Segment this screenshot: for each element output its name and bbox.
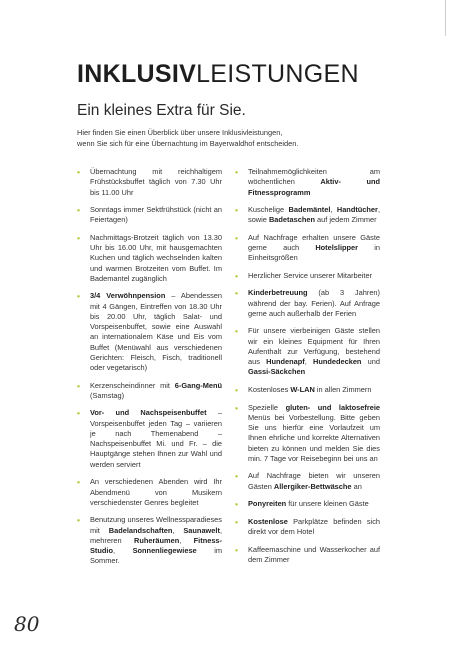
intro-line: wenn Sie sich für eine Übernachtung im Bayerwaldhof entscheiden.: [77, 139, 299, 148]
bullet-icon: •: [235, 167, 238, 177]
highlighted-text: W-LAN: [290, 385, 315, 395]
item-text: , mehreren: [90, 525, 222, 545]
bullet-icon: •: [77, 167, 80, 177]
item-text: – Abendessen mit 4 Gängen, Eintreffen von 18.30 Uhr bis 20.00 Uhr, täglich Salat- und Vorspeisenbuffet, sowie eine Auswahl an internationalem Käse und Eis vom Buffet (Menüwahl aus verschiedenen Gerichten: Fleisch, Fisch, traditionell oder vegetarisch): [90, 291, 222, 373]
highlighted-text: Handtücher: [336, 205, 378, 215]
list-item: [77, 233, 222, 284]
highlighted-text: Gassi-Säckchen: [248, 367, 306, 377]
highlighted-text: gluten- und laktosefreie: [285, 402, 380, 412]
bullet-icon: •: [235, 402, 238, 413]
list-item: [235, 385, 380, 395]
highlighted-text: Hundedecken: [312, 357, 362, 367]
item-text: Teilnahmemöglichkeiten am wöchentlichen: [248, 167, 380, 187]
highlighted-text: Kostenlose: [248, 516, 288, 526]
services-list-right: [235, 167, 380, 572]
list-item: [77, 291, 222, 373]
item-text: für unsere kleinen Gäste: [286, 499, 369, 509]
bullet-icon: •: [77, 380, 80, 391]
list-item: [77, 408, 222, 470]
page-number: 80: [14, 612, 40, 636]
item-text: Für unsere vierbeinigen Gäste stellen wir ein kleines Equipment für Ihren Aufenthalt zur Verfügung, bestehend aus: [248, 326, 380, 367]
intro-text: [77, 127, 397, 149]
bullet-icon: •: [235, 232, 238, 243]
bullet-icon: •: [235, 385, 238, 396]
item-text: – Vorspeisenbuffet jeden Tag – variieren je nach Themenabend – Nachspeisenbuffet Mi. und Fr. – die Hauptgänge stehen Ihnen zur Wahl und werden serviert: [90, 408, 222, 469]
highlighted-text: Hundenapf: [266, 357, 305, 367]
page-title-bold: INKLUSIV: [77, 60, 197, 88]
item-text: Auf Nachfrage erhalten unsere Gäste gerne auch: [248, 232, 380, 253]
item-text: in Einheitsgrößen: [248, 243, 380, 263]
list-item: [235, 403, 380, 465]
item-text: Benutzung unseres Wellnessparadieses mit: [90, 515, 222, 535]
item-text: , sowie: [248, 205, 380, 225]
highlighted-text: 6-Gang-Menü: [174, 380, 222, 390]
item-text: ,: [172, 525, 184, 535]
bullet-icon: •: [235, 326, 238, 337]
highlighted-text: Fitness-Studio: [90, 535, 223, 556]
item-text: Herzlicher Service unserer Mitarbeiter: [248, 270, 373, 280]
list-item: [77, 167, 222, 198]
bullet-icon: •: [235, 270, 238, 281]
highlighted-text: Saunawelt: [183, 525, 220, 535]
bullet-icon: •: [235, 544, 238, 555]
margin-line: [445, 0, 446, 36]
list-item: [77, 205, 222, 226]
item-text: und: [361, 357, 380, 367]
item-text: Kostenloses: [248, 385, 291, 395]
item-text: Sonntags immer Sektfrühstück (nicht an Feiertagen): [90, 205, 222, 225]
item-text: an: [351, 481, 362, 491]
item-text: im Sommer.: [90, 546, 223, 566]
item-text: (Samstag): [90, 390, 125, 400]
list-item: [235, 545, 380, 566]
page-subtitle: Ein kleines Extra für Sie.: [77, 102, 246, 119]
highlighted-text: Badelandschaften: [108, 525, 173, 535]
page-title-light: LEISTUNGEN: [196, 60, 359, 88]
item-text: Kaffeemaschine und Wasserkocher auf dem Zimmer: [248, 544, 380, 564]
list-item: [235, 471, 380, 492]
highlighted-text: Vor- und Nachspeisenbuffet: [90, 408, 207, 418]
list-item: [77, 477, 222, 508]
item-text: ,: [304, 357, 313, 367]
list-item: [77, 381, 222, 402]
item-text: auf jedem Zimmer: [314, 215, 377, 225]
intro-line: Hier finden Sie einen Überblick über unsere Inklusivleistungen,: [77, 128, 283, 137]
item-text: Auf Nachfrage bieten wir unseren Gästen: [248, 471, 380, 491]
item-text: Kerzenscheindinner mit: [90, 380, 175, 390]
bullet-icon: •: [77, 232, 80, 243]
item-text: Spezielle: [248, 402, 286, 412]
highlighted-text: 3/4 Verwöhnpension: [90, 291, 166, 301]
item-text: Parkplätze befinden sich direkt vor dem Hotel: [248, 516, 380, 536]
bullet-icon: •: [77, 205, 80, 216]
highlighted-text: Allergiker-Bettwäsche: [273, 481, 352, 491]
bullet-icon: •: [77, 408, 80, 419]
services-list-left: [77, 167, 222, 574]
item-text: Kuschelige: [248, 205, 289, 215]
item-text: An verschiedenen Abenden wird Ihr Abendmenü von Musikern verschiedenster Genres begleitet: [90, 477, 222, 507]
item-text: in allen Zimmern: [314, 385, 372, 395]
list-item: [235, 288, 380, 319]
list-item: [77, 515, 222, 566]
highlighted-text: Kinderbetreuung: [248, 288, 308, 298]
list-item: [235, 271, 380, 281]
bullet-icon: •: [235, 288, 238, 299]
highlighted-text: Badetaschen: [268, 215, 315, 225]
bullet-icon: •: [77, 477, 80, 488]
item-text: (ab 3 Jahren) während der bay. Ferien). Auf Anfrage gerne auch außerhalb der Ferien: [248, 288, 380, 318]
highlighted-text: Bademäntel: [288, 205, 331, 215]
highlighted-text: Aktiv- und Fitnessprogramm: [248, 177, 380, 197]
list-item: [235, 499, 380, 509]
item-text: ,: [179, 535, 194, 545]
highlighted-text: Ruheräumen: [134, 535, 180, 545]
bullet-icon: •: [235, 471, 238, 482]
list-item: [235, 167, 380, 198]
bullet-icon: •: [235, 516, 238, 527]
bullet-icon: •: [235, 205, 238, 216]
highlighted-text: Sonnenliegewiese: [132, 546, 197, 556]
item-text: ,: [330, 205, 337, 215]
bullet-icon: •: [77, 515, 80, 526]
list-item: [235, 326, 380, 377]
list-item: [235, 517, 380, 538]
item-text: Menüs bei Vorbestellung. Bitte geben Sie uns hierfür eine Vorlaufzeit um Ihnen ehrliche und korrekte Alternativen bieten zu können und melden Sie dies min. 7 Tage vor Reisebeginn bei uns an: [248, 412, 380, 463]
bullet-icon: •: [77, 291, 80, 302]
item-text: ,: [113, 546, 133, 556]
page-title: [77, 60, 359, 89]
list-item: [235, 233, 380, 264]
bullet-icon: •: [235, 499, 238, 510]
highlighted-text: Ponyreiten: [248, 499, 287, 509]
item-text: Nachmittags-Brotzeit täglich von 13.30 Uhr bis 16.00 Uhr, mit hausgemachten Kuchen und täglich wechselnden kalten und warmen Brotzeiten vom Buffet. Im Bademantel zugänglich: [90, 232, 222, 283]
highlighted-text: Hotelslipper: [315, 243, 359, 253]
list-item: [235, 205, 380, 226]
item-text: Übernachtung mit reichhaltigem Frühstücksbuffet täglich von 7.30 Uhr bis 11.00 Uhr: [90, 167, 222, 197]
